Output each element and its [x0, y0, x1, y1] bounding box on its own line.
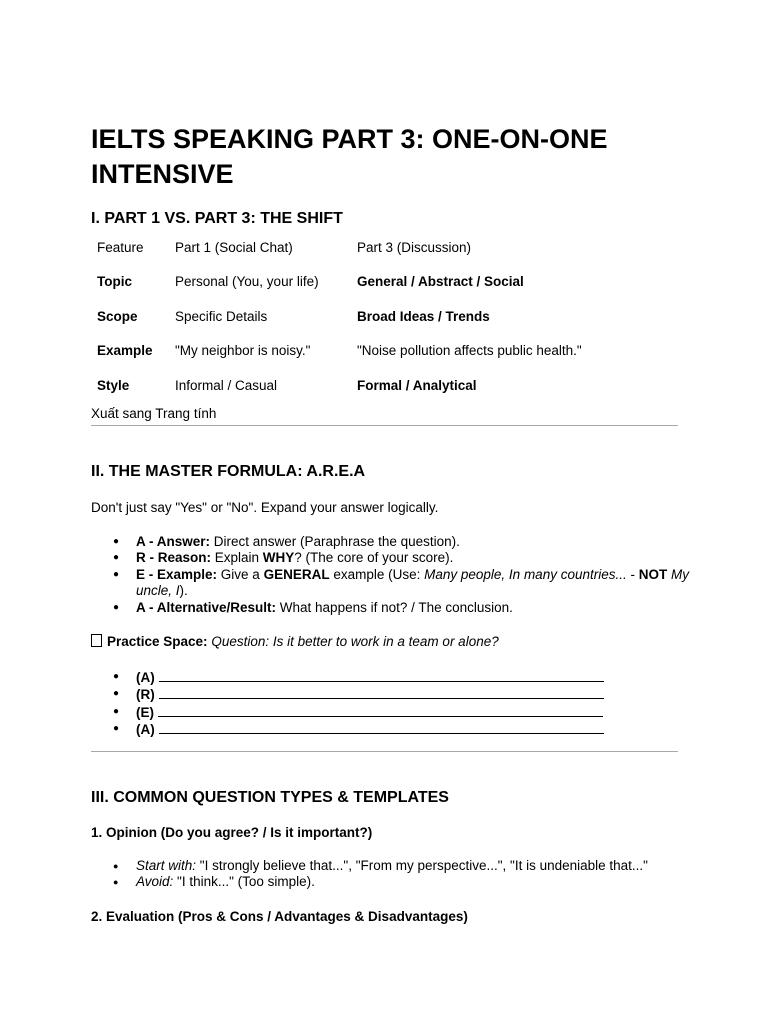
section-heading-shift: I. PART 1 VS. PART 3: THE SHIFT	[91, 210, 343, 227]
practice-lines	[91, 669, 691, 739]
blank-line[interactable]	[158, 704, 603, 717]
blank-line[interactable]	[159, 669, 604, 682]
table-header-cell: Feature	[97, 240, 144, 255]
table-cell: Topic	[97, 274, 132, 290]
table-cell: Specific Details	[175, 308, 268, 324]
list-item: ● E - Example: Give a GENERAL example (Use: Many people, In many countries... - NOT My uncle, I).	[91, 567, 691, 600]
practice-line: ● (A)	[91, 721, 691, 738]
area-list	[91, 534, 691, 616]
table-cell: Style	[97, 377, 130, 393]
comparison-table	[91, 239, 681, 411]
table-cell: General / Abstract / Social	[357, 274, 524, 290]
blank-line[interactable]	[159, 686, 604, 699]
opinion-list	[91, 858, 691, 891]
table-header-cell: Part 1 (Social Chat)	[175, 240, 293, 255]
list-item: ● A - Alternative/Result: What happens if not? / The conclusion.	[91, 600, 691, 616]
practice-line: ● (E)	[91, 704, 691, 721]
table-cell: Scope	[97, 308, 138, 324]
table-cell: Broad Ideas / Trends	[357, 308, 490, 324]
list-item: ● R - Reason: Explain WHY? (The core of your score).	[91, 550, 691, 566]
table-row	[91, 342, 681, 376]
table-row	[91, 273, 681, 307]
section-heading-templates: III. COMMON QUESTION TYPES & TEMPLATES	[91, 789, 449, 806]
table-header-cell: Part 3 (Discussion)	[357, 240, 472, 255]
subheading-evaluation: 2. Evaluation (Pros & Cons / Advantages & Disadvantages)	[91, 909, 468, 924]
practice-line: ● (A)	[91, 669, 691, 686]
blank-line[interactable]	[159, 721, 604, 734]
subheading-opinion: 1. Opinion (Do you agree? / Is it important?)	[91, 825, 373, 840]
table-cell: "Noise pollution affects public health."	[357, 343, 582, 359]
formula-intro: Don't just say "Yes" or "No". Expand your answer logically.	[91, 500, 439, 515]
checkbox-icon	[91, 634, 102, 647]
horizontal-divider	[91, 751, 678, 752]
table-cell: "My neighbor is noisy."	[175, 343, 311, 359]
list-item: ● A - Answer: Direct answer (Paraphrase the question).	[91, 534, 691, 550]
table-cell: Informal / Casual	[175, 377, 278, 393]
table-cell: Formal / Analytical	[357, 377, 477, 393]
table-cell: Personal (You, your life)	[175, 274, 319, 290]
list-item: ● Avoid: "I think..." (Too simple).	[91, 874, 691, 890]
table-row	[91, 308, 681, 342]
list-item: ● Start with: "I strongly believe that...", "From my perspective...", "It is undeniable that..."	[91, 858, 691, 874]
export-to-sheets-link[interactable]: Xuất sang Trang tính	[91, 406, 217, 421]
practice-space-prompt: Practice Space: Question: Is it better to work in a team or alone?	[91, 633, 499, 650]
practice-line: ● (R)	[91, 686, 691, 703]
section-heading-formula: II. THE MASTER FORMULA: A.R.E.A	[91, 463, 366, 480]
table-header-row	[91, 239, 681, 273]
horizontal-divider	[91, 425, 678, 426]
document-title: IELTS SPEAKING PART 3: ONE-ON-ONE INTENSIVE	[91, 124, 608, 189]
table-cell: Example	[97, 343, 153, 359]
